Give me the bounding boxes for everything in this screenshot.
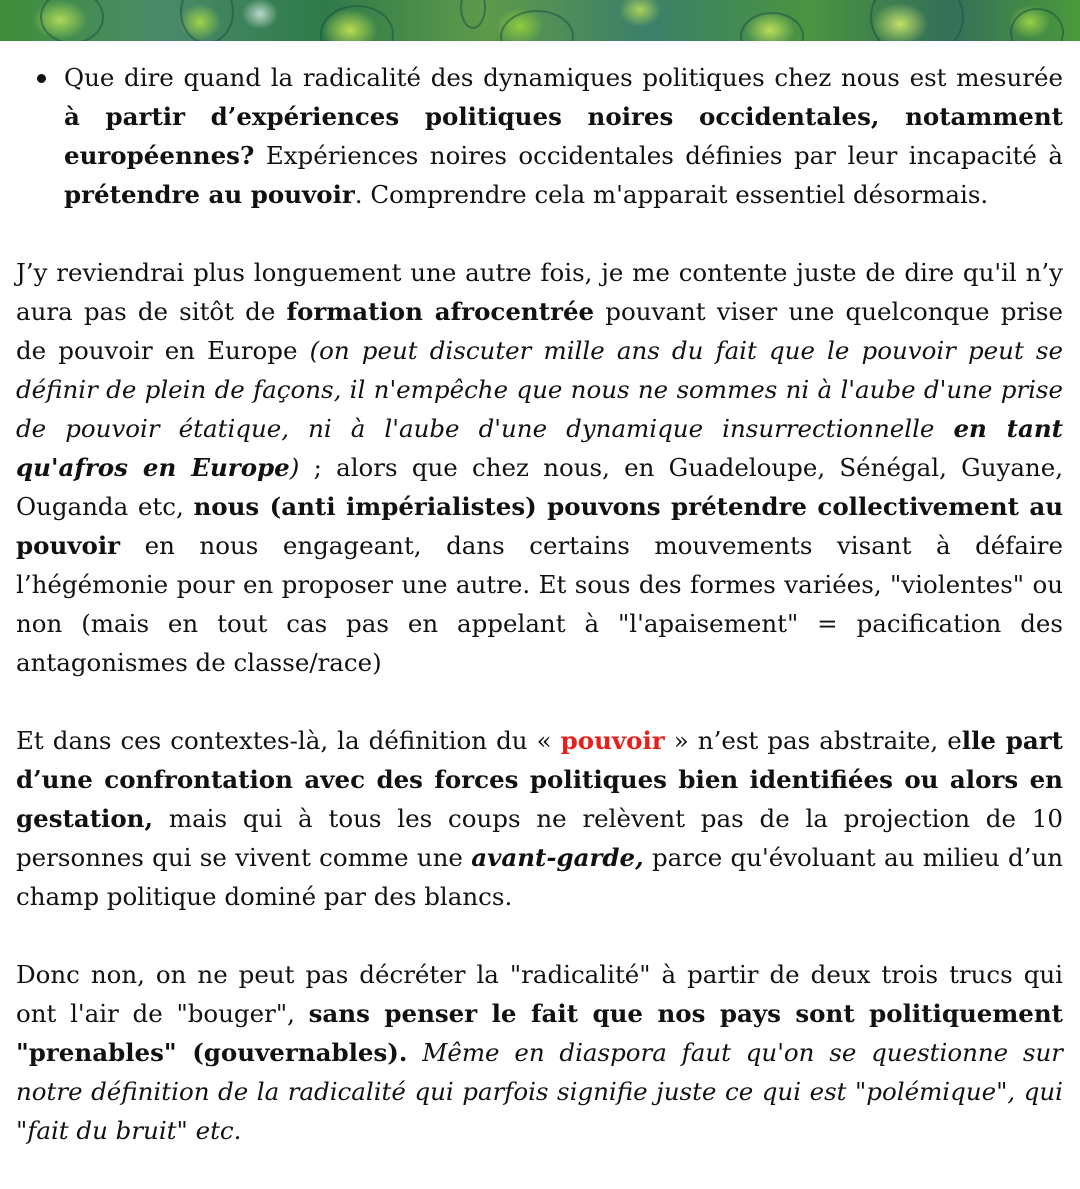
paragraph-3 bbox=[16, 955, 1063, 1150]
text-span: Que dire quand la radicalité des dynamiques politiques chez nous est mesurée bbox=[64, 63, 1063, 92]
italic-text: (on peut discuter mille ans du fait que le pouvoir peut se définir de plein de façons, il n'empêche que nous ne sommes ni à l'aube d'une prise de pouvoir étatique, ni à l'aube d'une dynamique insurrectionnelle bbox=[16, 336, 1063, 443]
banner-bubble bbox=[1010, 8, 1064, 41]
text-span: ; alors que chez nous, en Guadeloupe, Sénégal, Guyane, Ouganda etc, bbox=[16, 453, 1063, 521]
text-span: Et dans ces contextes-là, la définition du « bbox=[16, 726, 561, 755]
banner-bubble bbox=[500, 10, 574, 41]
bullet-list bbox=[16, 58, 1063, 214]
banner-bubble bbox=[180, 0, 234, 41]
banner-bubble bbox=[740, 12, 804, 41]
bold-italic-text: en tant qu'afros en Europe bbox=[16, 414, 1063, 482]
bold-text: formation afrocentrée bbox=[286, 297, 595, 326]
paragraph-1 bbox=[16, 253, 1063, 682]
bullet-dot-icon bbox=[37, 74, 46, 83]
highlighted-word: pouvoir bbox=[560, 726, 665, 755]
banner-bubble bbox=[320, 5, 394, 41]
banner-bubble bbox=[460, 0, 486, 29]
bold-text: lle part d’une confrontation avec des forces politiques bien identifiées ou alors en gestation, bbox=[16, 726, 1063, 833]
italic-text: Même en diaspora faut qu'on se questionne sur notre définition de la radicalité qui parfois signifie juste ce qui est "polémique", qui "fait du bruit" etc. bbox=[16, 1038, 1063, 1145]
bold-italic-text: avant-garde, bbox=[471, 843, 644, 872]
bold-text: sans penser le fait que nos pays sont politiquement "prenables" (gouvernables). bbox=[16, 999, 1063, 1067]
text-span: J’y reviendrai plus longuement une autre fois, je me contente juste de dire qu'il n’y aura pas de sitôt de bbox=[16, 258, 1063, 326]
bold-text: nous (anti impérialistes) pouvons prétendre collectivement au pouvoir bbox=[16, 492, 1064, 560]
bold-text: prétendre au pouvoir bbox=[64, 180, 355, 209]
italic-text: ) bbox=[289, 453, 300, 482]
text-span bbox=[407, 1038, 422, 1067]
text-span: » n’est pas abstraite, e bbox=[664, 726, 962, 755]
banner-bubble bbox=[870, 0, 964, 41]
text-span: parce qu'évoluant au milieu d’un champ politique dominé par des blancs. bbox=[16, 843, 1064, 911]
article-body bbox=[16, 58, 1063, 1189]
text-span: . Comprendre cela m'apparait essentiel désormais. bbox=[354, 180, 989, 209]
paragraph-2 bbox=[16, 721, 1063, 916]
text-span: Donc non, on ne peut pas décréter la "radicalité" à partir de deux trois trucs qui ont l'air de "bouger", bbox=[16, 960, 1063, 1028]
text-span: pouvant viser une quelconque prise de pouvoir en Europe bbox=[16, 297, 1063, 365]
text-span: Expériences noires occidentales définies par leur incapacité à bbox=[254, 141, 1063, 170]
bullet-item bbox=[64, 58, 1063, 214]
text-span: en nous engageant, dans certains mouvements visant à défaire l’hégémonie pour en proposer une autre. Et sous des formes variées, "violentes" ou non (mais en tout cas pas en appelant à "l'apaisement" = pacification des antagonismes de classe/race) bbox=[16, 531, 1063, 677]
text-span: mais qui à tous les coups ne relèvent pas de la projection de 10 personnes qui se vivent comme une bbox=[16, 804, 1063, 872]
decorative-banner bbox=[0, 0, 1080, 41]
bold-text: à partir d’expériences politiques noires occidentales, notamment européennes? bbox=[64, 102, 1063, 170]
banner-bubble bbox=[40, 0, 104, 41]
